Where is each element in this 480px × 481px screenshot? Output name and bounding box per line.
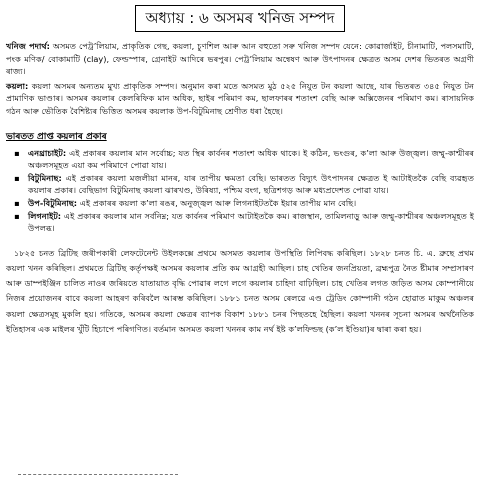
coal-type-text: এই প্ৰকাৰৰ কয়লাৰ মান সৰ্বোচ্চ; যত স্থিৰ কাৰ্বনৰ শতাংশ অধিক থাকে। ই কঠিন, ভংগুৰ, ক’লা আৰু উজ্জ্বল। জম্মু-কাশ্মীৰৰ অঞ্চলসমূহত এয়া কম পৰিমাণে পোৱা যায়। [28,147,474,171]
coal-types-heading: ভাৰতত প্ৰাপ্ত কয়লাৰ প্ৰকাৰ [6,131,107,142]
coal-type-item [14,210,474,235]
coal-type-text: এই প্ৰকাৰৰ কয়লা ক’লা ৰঙৰ, অনুজ্জ্বল আৰু লিগনাইটতকৈ ইয়াৰ তাপীয় মান বেছি। [77,197,357,208]
coal-type-item [14,147,474,172]
bullet-icon: ▪ [14,210,20,221]
title-wrap [6,5,474,32]
coal-type-text: এই প্ৰকাৰৰ কয়লাৰ মান সৰ্বনিম্ন; যত কাৰ্বনৰ পৰিমাণ আটাইতকৈ কম। ৰাজস্থান, তামিলনাড়ু আৰু জম্মু-কাশ্মীৰৰ অঞ্চলসমূহত ই উপলব্ধ। [28,210,474,234]
chapter-title: অধ্যায় : ৬ অসমৰ খনিজ সম্পদ [135,5,346,32]
coal-type-name: লিগনাইট: [28,210,62,221]
coal-type-name: উপ-বিটুমিনাছ: [28,197,78,208]
coal-types-list [6,147,474,235]
bullet-icon: ▪ [14,147,20,158]
coal-text: কয়লা অসমৰ অন্যতম মুখ্য প্ৰাকৃতিক সম্পদ। অনুমান কৰা মতে অসমত মুঠ ৫২৫ নিযুত টন কয়লা আছে, যাৰ ভিতৰত ৩৪৫ নিযুত টন প্ৰামাণিক ভাণ্ডাৰ। অসমৰ কয়লাৰ কেলৰিফিক মান অধিক, ছাইৰ পৰিমাণ কম, ছালফাৰৰ শতাংশ বেছি আৰু অক্সিজেনৰ পৰিমাণ কম। ৰাসায়নিক গঠন আৰু ভৌতিক বৈশিষ্ট্যৰ ভিত্তিত অসমৰ কয়লাক উপ-বিটুমিনাছ শ্ৰেণীত ধৰা হৈছে। [6,80,475,116]
minerals-label: খনিজ পদাৰ্থ: [6,41,50,51]
coal-type-name: এনথ্ৰাচাইট: [28,147,67,158]
minerals-paragraph [6,40,474,78]
minerals-text: অসমত পেট্ৰ’লিয়াম, প্ৰাকৃতিক গেছ, কয়লা, চুণশিল আৰু আন বহুতো সৰু খনিজ সম্পদ যেনে: কোৱাৰ্জাইট, চীনামাটি, পলসমাটি, পংক মণিক/ বোকামাটি (clay), ফেল্ডস্পাৰ, গ্ৰেনাইট আদিৰে ভৰপুৰ। পেট্ৰ’লিয়াম অন্বেষণ আৰু উৎপাদনৰ ক্ষেত্ৰত অসম দেশৰ ভিতৰত অগ্ৰণী ৰাজ্য। [6,41,475,77]
bullet-icon: ▪ [14,172,20,183]
coal-paragraph [6,80,474,118]
history-paragraph: ১৮২৫ চনত ব্ৰিটিছ জৰীপকাৰী লেফটেনেন্ট উইলকক্সে প্ৰথমে অসমত কয়লাৰ উপস্থিতি লিপিবদ্ধ কৰিছিল। ১৮২৮ চনত চি. এ. ব্ৰুছে প্ৰথম কয়লা খনন কৰিছিল। প্ৰথমতে ব্ৰিটিছ কৰ্তৃপক্ষই অসমৰ কয়লাৰ প্ৰতি কম আগ্ৰহী আছিল। চাহ খেতিৰ জনপ্ৰিয়তা, ব্ৰহ্মপুত্ৰ নৈত ষ্টীমাৰ সম্প্ৰসাৰণ আৰু ডাম্পইঞ্জিন চালিত নাওৰ জৰিয়তে যাতায়াত বৃদ্ধি পোৱাৰ লগে লগে কয়লাৰ চাহিদা বাঢ়িছিল। চাহ খেতিৰ লগত জড়িত অসম কোম্পানীয়ে নিজৰ প্ৰয়োজনৰ বাবে কয়লা আহৰণ কৰিবলৈ আৰম্ভ কৰিছিল। ১৮৮১ চনত অসম ৰেলৱে এণ্ড ট্ৰেডিং কোম্পানী গঠন হোৱাত মাকুম অঞ্চলৰ কয়লা ক্ষেত্ৰসমূহ মুকলি হয়। গতিকে, অসমৰ কয়লা ক্ষেত্ৰৰ ব্যাপক বিকাশ ১৮৮১ চনৰ পিছতহে হৈছিল। কয়লা খননৰ সূচনা অসমৰ অৰ্থনৈতিক ইতিহাসৰ এক মাইলৰ খুঁটি হিচাপে পৰিগণিত। বৰ্তমান অসমত কয়লা খননৰ কাম নৰ্থ ইষ্ট ক’লফিল্ডছ (ক’ল ইণ্ডিয়া)ৰ দ্বাৰা কৰা হয়। [6,247,474,334]
coal-type-text: এই প্ৰকাৰৰ কয়লা মজলীয়া মানৰ, যাৰ তাপীয় ক্ষমতা বেছি। ভাৰতত বিদ্যুৎ উৎপাদনৰ ক্ষেত্ৰত ই আটাইতকৈ বেছি ব্যৱহৃত কয়লাৰ প্ৰকাৰ। বেছিভাগ বিটুমিনাছ কয়লা ঝাৰখণ্ড, উৰিষ্যা, পশ্চিম বংগ, ছত্ৰিশগড় আৰু মধ্যপ্ৰদেশত পোৱা যায়। [28,172,474,196]
coal-label: কয়লা: [6,80,29,91]
cut-off-line [18,474,178,475]
coal-type-item [14,172,474,197]
bullet-icon: ▪ [14,197,20,208]
coal-type-item [14,197,474,210]
coal-type-name: বিটুমিনাছ: [28,172,62,183]
